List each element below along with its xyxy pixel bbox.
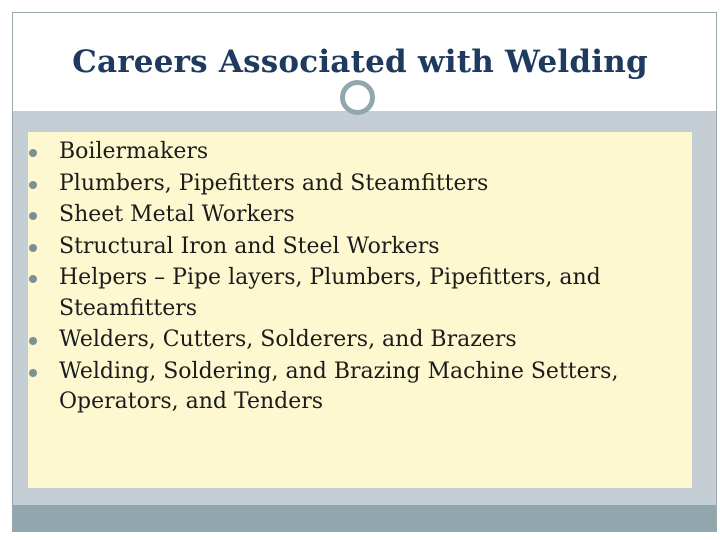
bullet-text: Plumbers, Pipefitters and Steamfitters (59, 170, 489, 196)
list-item (28, 169, 692, 200)
bullet-dot-icon (29, 181, 37, 189)
bullet-text: Sheet Metal Workers (59, 202, 295, 227)
list-item (28, 232, 692, 263)
bullet-list (28, 137, 692, 419)
bullet-text: Boilermakers (59, 139, 209, 164)
content-panel (28, 132, 692, 488)
list-item (28, 357, 692, 418)
bullet-text: Structural Iron and Steel Workers (59, 233, 440, 259)
list-item (28, 325, 692, 356)
bullet-dot-icon (29, 275, 37, 283)
bullet-dot-icon (29, 337, 37, 345)
bullet-text: Helpers – Pipe layers, Plumbers, Pipefitters, and Steamfitters (59, 265, 601, 321)
list-item (28, 137, 692, 168)
bullet-text: Welders, Cutters, Solderers, and Brazers (59, 327, 517, 352)
ring-center (351, 91, 364, 104)
ring-ornament-icon (340, 80, 375, 115)
list-item (28, 200, 692, 231)
bullet-dot-icon (29, 212, 37, 220)
slide-title: Careers Associated with Welding (72, 44, 648, 80)
bullet-dot-icon (29, 369, 37, 377)
list-item (28, 263, 692, 324)
bullet-text: Welding, Soldering, and Brazing Machine Setters, Operators, and Tenders (59, 358, 619, 414)
footer-band (13, 505, 716, 531)
bullet-dot-icon (29, 149, 37, 157)
bullet-dot-icon (29, 244, 37, 252)
